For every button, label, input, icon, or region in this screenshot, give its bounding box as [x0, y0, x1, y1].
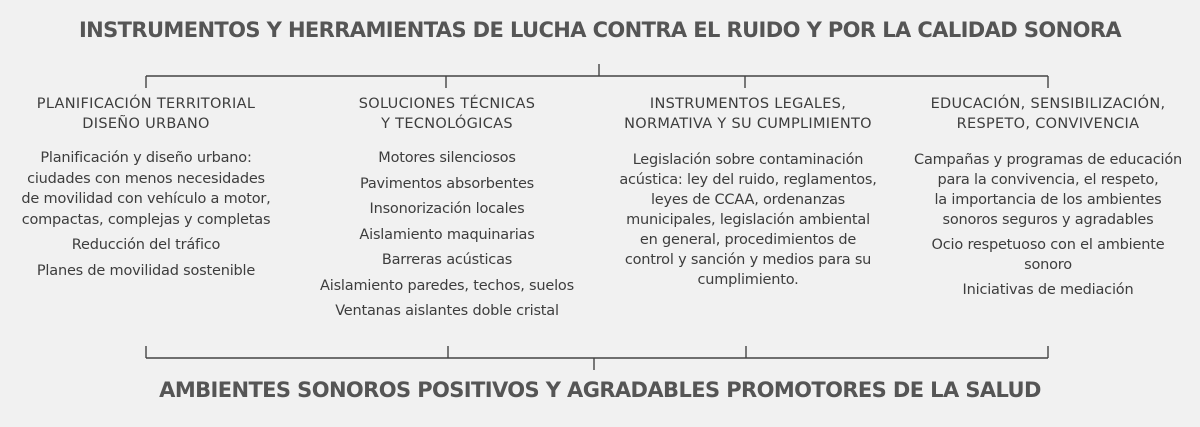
- list-item: Reducción del tráfico: [71, 237, 221, 253]
- column-soluciones-tecnicas: [297, 94, 597, 322]
- column-educacion: [898, 94, 1198, 300]
- column-heading: PLANIFICACIÓN TERRITORIAL DISEÑO URBANO: [36, 96, 256, 132]
- list-item: Planificación y diseño urbano: ciudades con menos necesidades de movilidad con vehículo a motor, compactas, complejas y completas: [21, 150, 271, 228]
- bottom-title: AMBIENTES SONOROS POSITIVOS Y AGRADABLES PROMOTORES DE LA SALUD: [159, 378, 1041, 402]
- list-item: Pavimentos absorbentes: [359, 175, 535, 192]
- list-item: Insonorización locales: [369, 201, 525, 217]
- column-items: [2, 148, 290, 281]
- column-heading: SOLUCIONES TÉCNICAS Y TECNOLÓGICAS: [358, 96, 536, 132]
- list-item: Ocio respetuoso con el ambiente sonoro: [931, 237, 1165, 273]
- list-item: Ventanas aislantes doble cristal: [335, 303, 559, 319]
- column-items: [297, 148, 597, 322]
- column-heading: EDUCACIÓN, SENSIBILIZACIÓN, RESPETO, CONVIVENCIA: [930, 96, 1166, 132]
- list-item: Planes de movilidad sostenible: [36, 262, 256, 279]
- list-item: Iniciativas de mediación: [962, 282, 1134, 298]
- column-planificacion: [2, 94, 290, 281]
- list-item: Campañas y programas de educación para la convivencia, el respeto, la importancia de los ambientes sonoros seguros y agradables: [914, 152, 1182, 228]
- top-title: INSTRUMENTOS Y HERRAMIENTAS DE LUCHA CONTRA EL RUIDO Y POR LA CALIDAD SONORA: [78, 18, 1122, 42]
- column-items: [898, 150, 1198, 300]
- list-item: Motores silenciosos: [378, 150, 516, 166]
- column-heading: INSTRUMENTOS LEGALES, NORMATIVA Y SU CUMPLIMIENTO: [624, 96, 872, 132]
- column-items: [600, 150, 896, 290]
- list-item: Legislación sobre contaminación acústica: ley del ruido, reglamentos, leyes de CCAA, ordenanzas municipales, legislación ambiental en general, procedimientos de control y sanción y medios para su cumplimiento.: [619, 152, 877, 288]
- list-item: Aislamiento paredes, techos, suelos: [320, 277, 574, 294]
- list-item: Aislamiento maquinarias: [359, 226, 535, 243]
- list-item: Barreras acústicas: [381, 252, 513, 268]
- column-instrumentos-legales: [600, 94, 896, 290]
